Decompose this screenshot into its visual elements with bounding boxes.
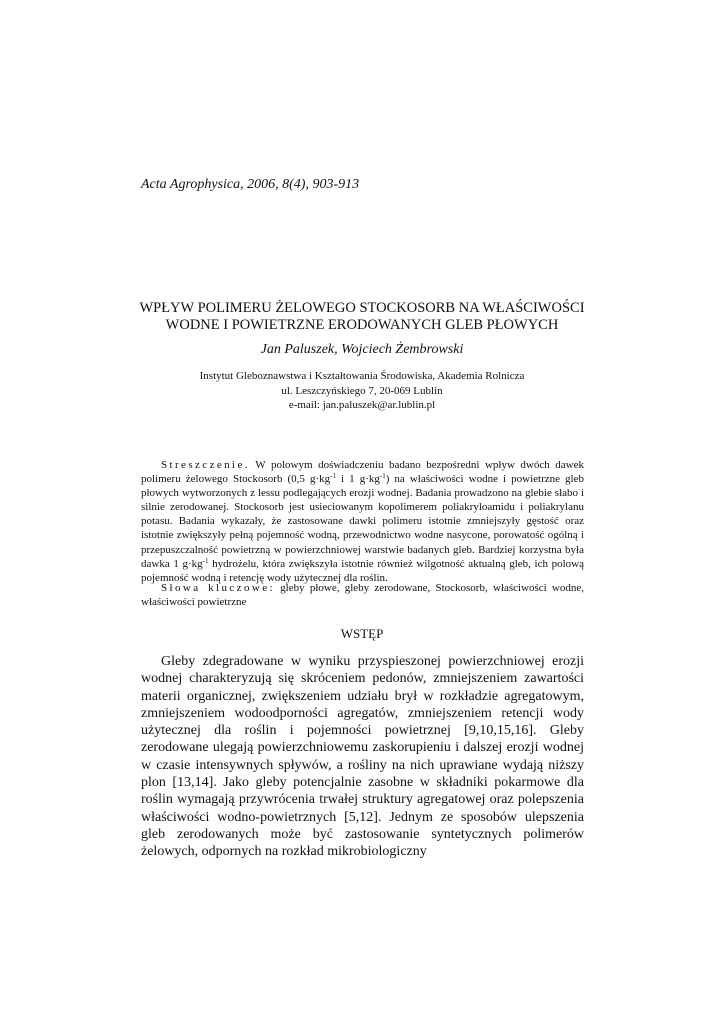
affiliation <box>110 369 614 413</box>
abstract-label: Streszczenie. <box>161 459 250 471</box>
affiliation-email: e-mail: jan.paluszek@ar.lublin.pl <box>288 399 436 411</box>
paper-title <box>110 300 614 334</box>
paper-title-line-1: WPŁYW POLIMERU ŻELOWEGO STOCKOSORB NA WŁAŚCIWOŚCI <box>139 300 585 316</box>
abstract-text: W polowym doświadczeniu badano bezpośredni wpływ dwóch dawek polimeru żelowego Stockosorb (0,5 $g\cdot kg^{-1}$ i 1 $g\cdot kg^{-1}$) na właściwości wodne i powietrzne gleb płowych wytworzonych z lessu podlegających erozji wodnej. Badania prowadzono na glebie słabo i silnie zerodowanej. Stockosorb jest usieciowanym kopolimerem poliakryloamidu i poliakrylanu potasu. Badania wykazały, że zastosowane dawki polimeru istotnie zmniejszyły gęstość oraz istotnie zwiększyły pełną pojemność wodną, przewodnictwo wodne nasycone, porowatość ogólną i przepuszczalność powietrzną w powierzchniowej warstwie badanych gleb. Bardziej korzystna była dawka 1 $g\cdot kg^{-1}$ hydrożelu, która zwiększyła istotnie również wilgotność aktualną gleb, ich polową pojemność wodną i retencję wody użytecznej dla roślin. <box>141 459 585 584</box>
keywords-text: gleby płowe, gleby zerodowane, Stockosorb, właściwości wodne, właściwości powietrzne <box>141 582 585 609</box>
abstract <box>141 458 584 585</box>
body-paragraph: Gleby zdegradowane w wyniku przyspieszonej powierzchniowej erozji wodnej charakteryzują się skróceniem pedonów, zmniejszeniem zawartości materii organicznej, zwiększeniem udziału brył w rozkładzie agregatowym, zmniejszeniem wodoodporności agregatów, zmniejszeniem retencji wody użytecznej dla roślin i pojemności powietrznej [9,10,15,16]. Gleby zerodowane ulegają powierzchniowemu zaskorupieniu i dalszej erozji wodnej w czasie intensywnych spływów, a rośliny na nich uprawiane wydają niższy plon [13,14]. Jako gleby potencjalnie zasobne w składniki pokarmowe dla roślin wymagają przywrócenia trwałej struktury agregatowej oraz polepszenia właściwości wodno-powietrznych [5,12]. Jednym ze sposobów ulepszenia gleb zerodowanych może być zastosowanie syntetycznych polimerów żelowych, odpornych na rozkład mikrobiologiczny <box>141 654 584 860</box>
journal-citation: Acta Agrophysica, 2006, 8(4), 903-913 <box>141 177 360 192</box>
authors: Jan Paluszek, Wojciech Żembrowski <box>260 342 464 357</box>
affiliation-institute: Instytut Gleboznawstwa i Kształtowania Środowiska, Akademia Rolnicza <box>199 370 525 382</box>
paper-title-line-2: WODNE I POWIETRZNE ERODOWANYCH GLEB PŁOWYCH <box>165 317 559 333</box>
section-heading: WSTĘP <box>340 626 384 641</box>
keywords-label: Słowa kluczowe: <box>161 582 275 594</box>
keywords <box>141 581 584 609</box>
affiliation-address: ul. Leszczyńskiego 7, 20-069 Lublin <box>281 384 443 397</box>
